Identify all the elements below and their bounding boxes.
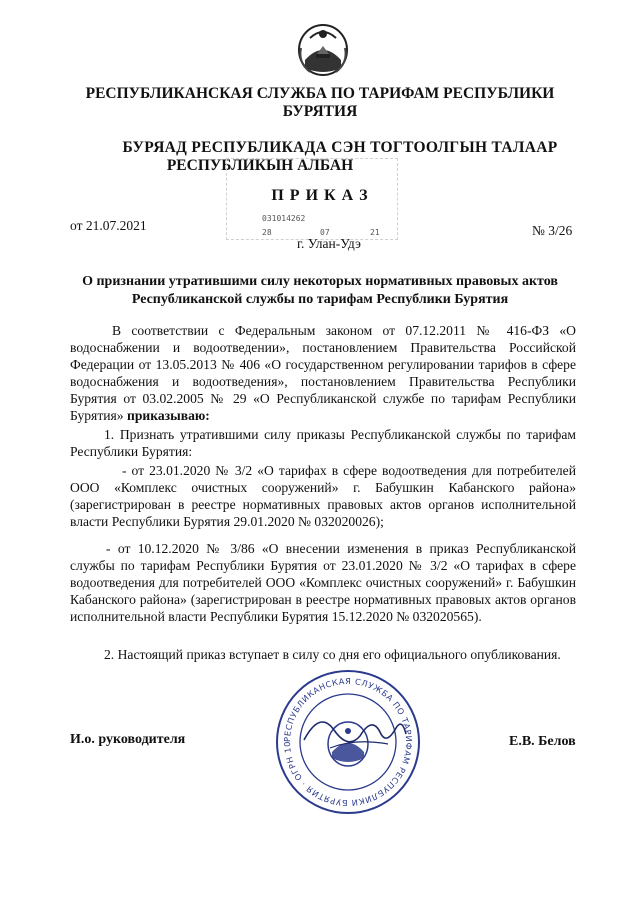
registration-day: 28 [262,228,272,237]
item-1: 1. Признать утратившими силу приказы Республиканской службы по тарифам Республики Бурятия: [70,427,576,459]
sub-item-2: - от 10.12.2020 № 3/86 «О внесении изменения в приказ Республиканской службы по тарифам Республики Бурятия от 23.01.2020 № 3/2 «О тарифах в сфере водоотведения для потребителей ООО «Комплекс очистных сооружений» г. Бабушкин Кабанского района» (зарегистрирован в реестре нормативных правовых актов органов исполнительной власти Республики Бурятия 15.12.2020 № 032020565). [70,541,576,624]
agency-name-buryat-line1: БУРЯАД РЕСПУБЛИКАДА СЭН ТОГТООЛГЫН ТАЛААР [122,139,558,156]
signatory-position: И.о. руководителя [70,732,186,747]
intro-paragraph [70,322,576,424]
sub-item-1: - от 23.01.2020 № 3/2 «О тарифах в сфере водоотведения для потребителей ООО «Комплекс очистных сооружений» г. Бабушкин Кабанского района» (зарегистрирован в реестре нормативных правовых актов органов исполнительной власти Республики Бурятия 29.01.2020 № 032020026); [70,463,576,529]
intro-bold-text: приказываю: [127,408,210,423]
handwritten-signature [300,700,410,770]
document-type: П Р И К А З [271,187,369,204]
agency-name-line2: БУРЯТИЯ [282,103,358,120]
signatory-name: Е.В. Белов [509,734,576,749]
order-number: № 3/26 [532,223,573,238]
agency-name-line1: РЕСПУБЛИКАНСКАЯ СЛУЖБА ПО ТАРИФАМ РЕСПУБЛИКИ [85,85,555,102]
registration-year: 21 [370,228,380,237]
order-title-line1: О признании утратившими силу некоторых нормативных правовых актов [82,274,558,289]
registration-number: 031014262 [262,214,306,223]
agency-name-buryat-line2: РЕСПУБЛИКЫН АЛБАН [166,157,354,174]
coat-of-arms-emblem [296,18,350,78]
seal-text: РЕСПУБЛИКАНСКАЯ СЛУЖБА ПО ТАРИФАМ РЕСПУБЛИКИ БУРЯТИЯ · ОГРН 10 [281,675,415,809]
order-title-line2: Республиканской службы по тарифам Республики Бурятия [131,292,509,307]
city: г. Улан-Удэ [297,236,361,251]
registration-month: 07 [320,228,330,237]
intro-text: В соответствии с Федеральным законом от 07.12.2011 № 416-ФЗ «О водоснабжении и водоотведении», постановлением Правительства Российской Федерации от 13.05.2013 № 406 «О государственном регулировании тарифов в сфере водоснабжения и водоотведения», постановлением Правительства Республики Бурятия от 03.02.2005 № 29 «О Республиканской службе по тарифам Республики Бурятия» [70,323,576,423]
order-date: от 21.07.2021 [70,218,147,233]
item-2: 2. Настоящий приказ вступает в силу со дня его официального опубликования. [104,647,561,662]
